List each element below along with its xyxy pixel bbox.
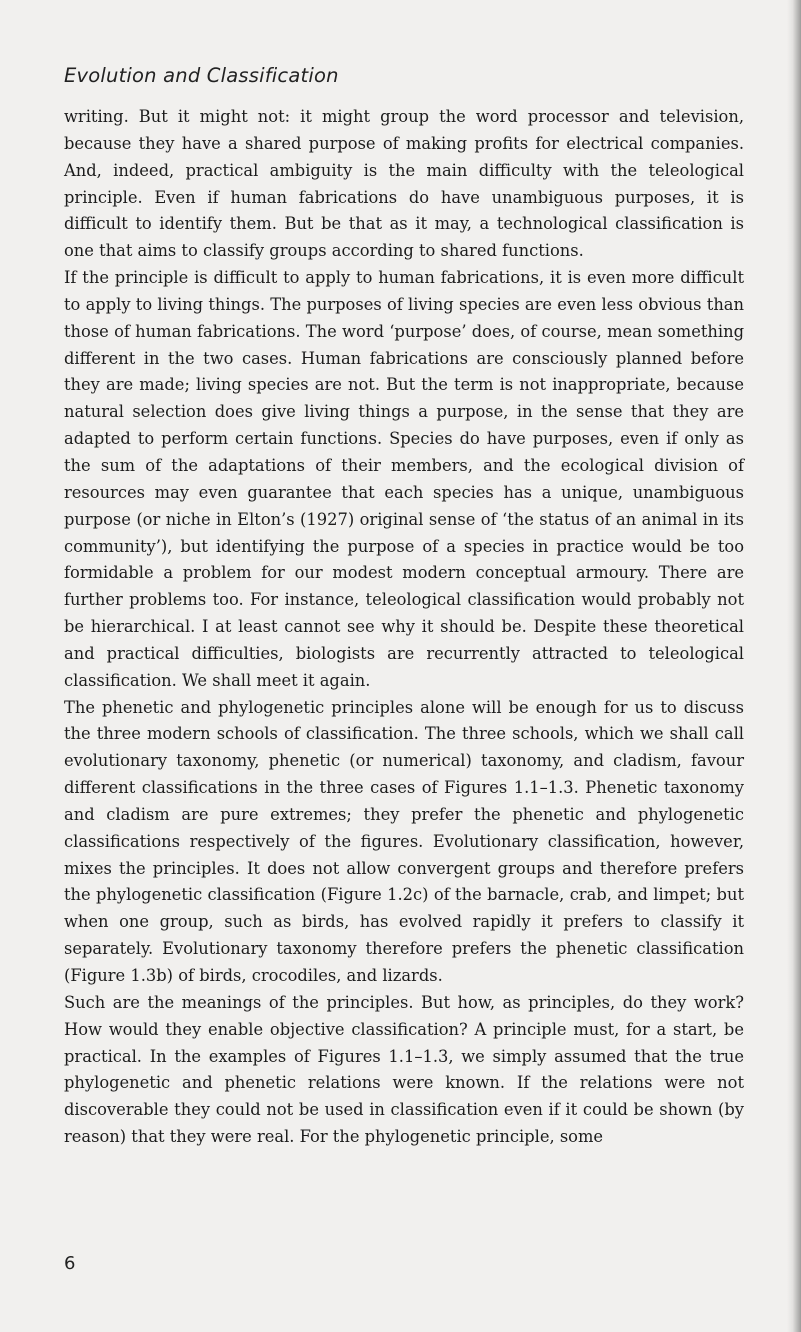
body-text bbox=[64, 104, 744, 1151]
paragraph-2: If the principle is difficult to apply to human fabrications, it is even more difficult to apply to living things. The purposes of living species are even less obvious than those of human fabrications. The word ‘purpose’ does, of course, mean something different in the two cases. Human fabrications are consciously planned before they are made; living species are not. But the term is not inappropriate, because natural selection does give living things a purpose, in the sense that they are adapted to perform certain functions. Species do have purposes, even if only as the sum of the adaptations of their members, and the ecological division of resources may even guarantee that each species has a unique, unambiguous purpose (or niche in Elton’s (1927) original sense of ‘the status of an animal in its community’), but identifying the purpose of a species in practice would be too formidable a problem for our modest modern conceptual armoury. There are further problems too. For instance, teleological classification would probably not be hierarchical. I at least cannot see why it should be. Despite these theoretical and practical difficulties, biologists are recurrently attracted to teleological classification. We shall meet it again. bbox=[64, 268, 744, 690]
paragraph-3: The phenetic and phylogenetic principles alone will be enough for us to discuss the three modern schools of classification. The three schools, which we shall call evolutionary taxonomy, phenetic (or numerical) taxonomy, and cladism, favour different classifications in the three cases of Figures 1.1–1.3. Phenetic taxonomy and cladism are pure extremes; they prefer the phenetic and phylogenetic classifications respectively of the figures. Evolutionary classification, however, mixes the principles. It does not allow convergent groups and therefore prefers the phylogenetic classification (Figure 1.2c) of the barnacle, crab, and limpet; but when one group, such as birds, has evolved rapidly it prefers to classify it separately. Evolutionary taxonomy therefore prefers the phenetic classification (Figure 1.3b) of birds, crocodiles, and lizards. bbox=[64, 697, 744, 985]
page-edge-shadow bbox=[787, 0, 801, 1332]
page-number: 6 bbox=[64, 1253, 76, 1274]
running-head: Evolution and Classification bbox=[64, 64, 339, 87]
paragraph-4: Such are the meanings of the principles. But how, as principles, do they work? How would they enable objective classification? A principle must, for a start, be practical. In the examples of Figures 1.1–1.3, we simply assumed that the true phylogenetic and phenetic relations were known. If the relations were not discoverable they could not be used in classification even if it could be shown (by reason) that they were real. For the phylogenetic principle, some bbox=[64, 992, 744, 1147]
paragraph-1: writing. But it might not: it might group the word processor and television, because they have a shared purpose of making profits for electrical companies. And, indeed, practical ambiguity is the main difficulty with the teleological principle. Even if human fabrications do have unambiguous purposes, it is difficult to identify them. But be that as it may, a technological classification is one that aims to classify groups according to shared functions. bbox=[64, 107, 744, 261]
